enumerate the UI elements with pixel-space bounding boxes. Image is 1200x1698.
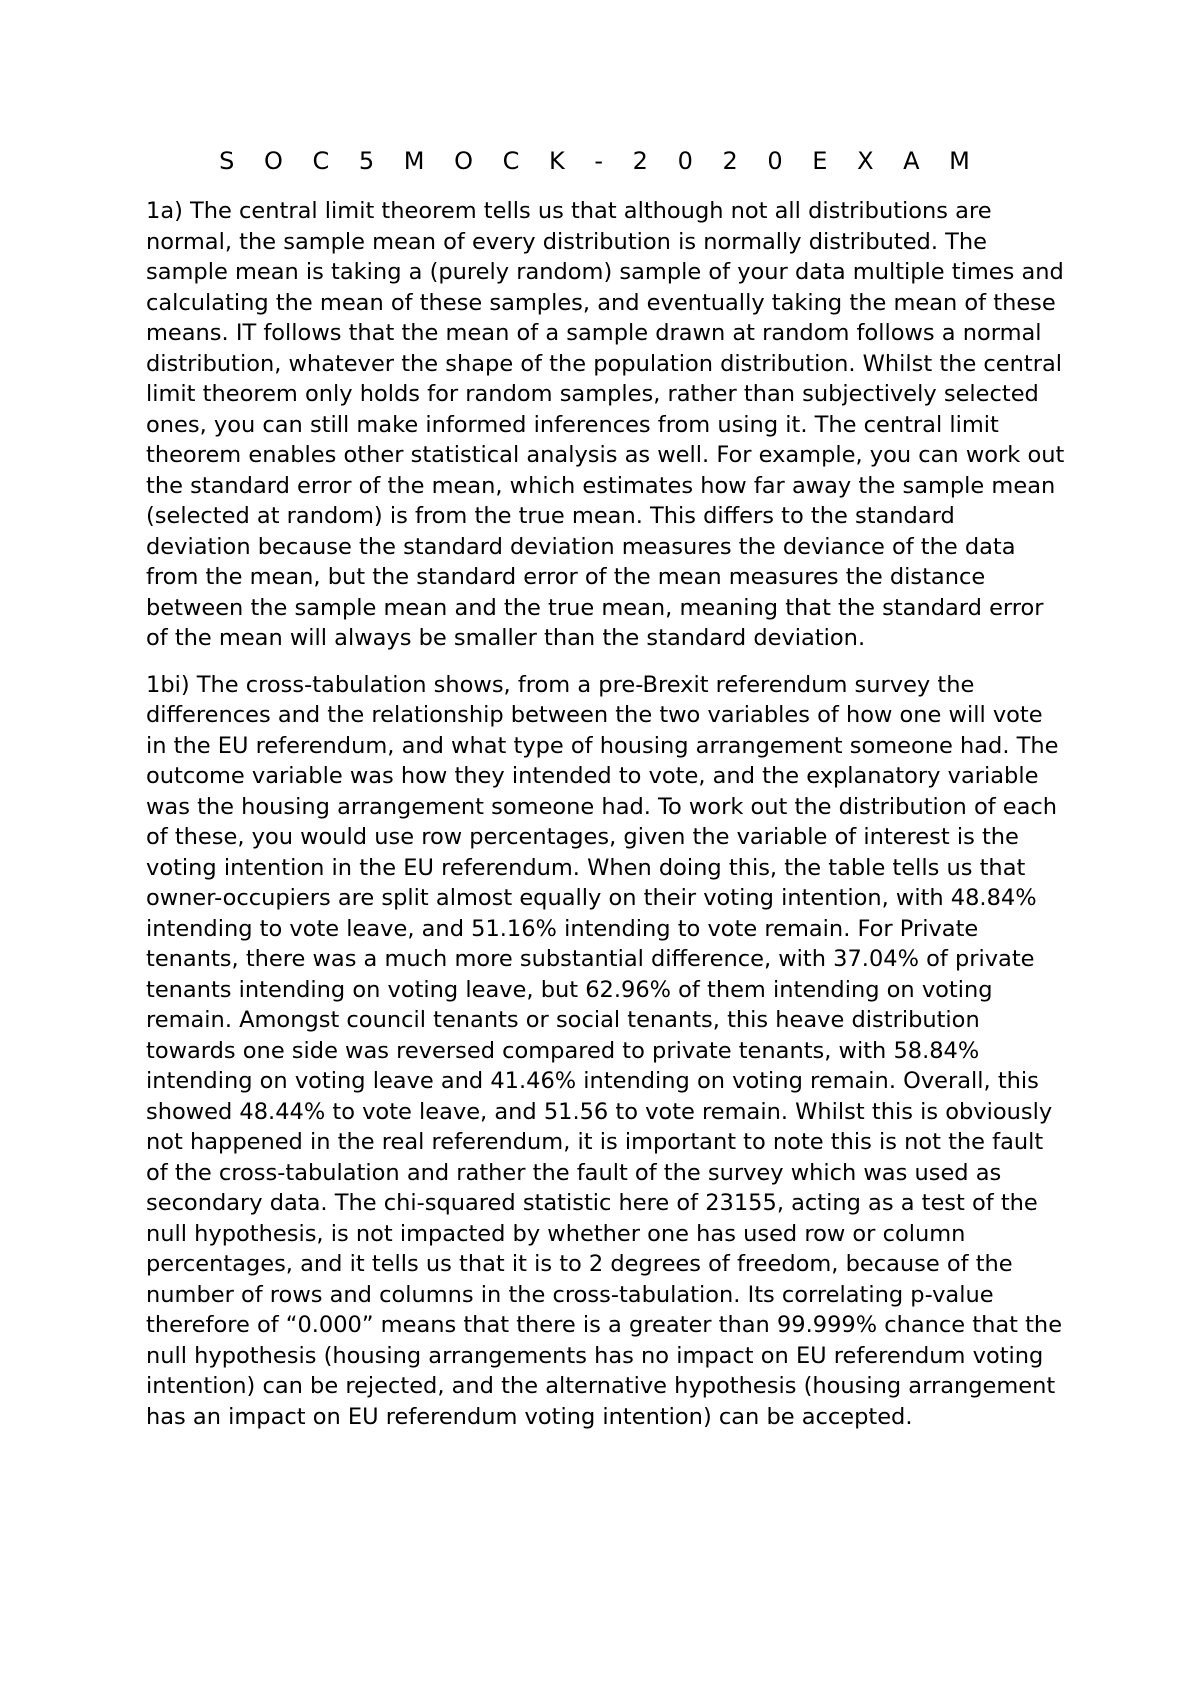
document-title: S O C 5 M O C K - 2 0 2 0 E X A M [219, 147, 981, 175]
answer-1bi-paragraph: 1bi) The cross-tabulation shows, from a pre-Brexit referendum survey the differences and the relationship between the two variables of how one will vote in the EU referendum, and what type of housing arrangement someone had. The outcome variable was how they intended to vote, and the explanatory variable was the housing arrangement someone had. To work out the distribution of each of these, you would use row percentages, given the variable of interest is the voting intention in the EU referendum. When doing this, the table tells us that owner-occupiers are split almost equally on their voting intention, with 48.84% intending to vote leave, and 51.16% intending to vote remain. For Private tenants, there was a much more substantial difference, with 37.04% of private tenants intending on voting leave, but 62.96% of them intending on voting remain. Amongst council tenants or social tenants, this heave distribution towards one side was reversed compared to private tenants, with 58.84% intending on voting leave and 41.46% intending on voting remain. Overall, this showed 48.44% to vote leave, and 51.56 to vote remain. Whilst this is obviously not happened in the real referendum, it is important to note this is not the fault of the cross-tabulation and rather the fault of the survey which was used as secondary data. The chi-squared statistic here of 23155, acting as a test of the null hypothesis, is not impacted by whether one has used row or column percentages, and it tells us that it is to 2 degrees of freedom, because of the number of rows and columns in the cross-tabulation. Its correlating p-value therefore of “0.000” means that there is a greater than 99.999% chance that the null hypothesis (housing arrangements has no impact on EU referendum voting intention) can be rejected, and the alternative hypothesis (housing arrangement has an impact on EU referendum voting intention) can be accepted. [146, 671, 1063, 1430]
answer-1a-paragraph: 1a) The central limit theorem tells us that although not all distributions are normal, the sample mean of every distribution is normally distributed. The sample mean is taking a (purely random) sample of your data multiple times and calculating the mean of these samples, and eventually taking the mean of these means. IT follows that the mean of a sample drawn at random follows a normal distribution, whatever the shape of the population distribution. Whilst the central limit theorem only holds for random samples, rather than subjectively selected ones, you can still make informed inferences from using it. The central limit theorem enables other statistical analysis as well. For example, you can work out the standard error of the mean, which estimates how far away the sample mean (selected at random) is from the true mean. This differs to the standard deviation because the standard deviation measures the deviance of the data from the mean, but the standard error of the mean measures the distance between the sample mean and the true mean, meaning that the standard error of the mean will always be smaller than the standard deviation. [146, 198, 1065, 651]
document-body [146, 196, 1066, 1448]
